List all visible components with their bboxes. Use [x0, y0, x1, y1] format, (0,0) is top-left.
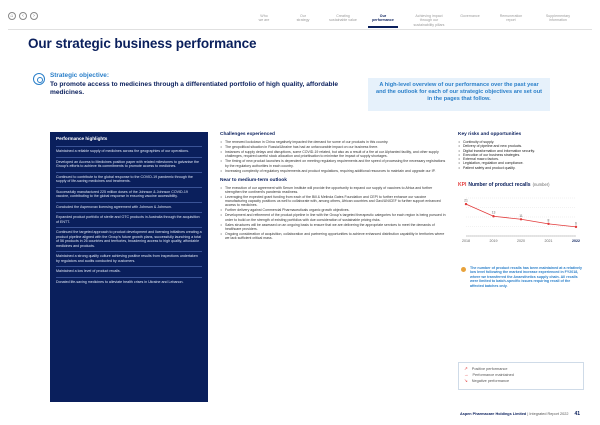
kpi-badge: KPI [458, 182, 467, 189]
risk-item: • Execution of our business strategies. [458, 153, 584, 157]
objective-text: To promote access to medicines through a differentiated portfolio of high quality, affordable medicines. [50, 81, 339, 97]
trend-arrow-icon: ↘ [464, 378, 468, 383]
risk-item: • Legislation, regulation and compliance. [458, 161, 584, 165]
risks-title: Key risks and opportunities [458, 132, 522, 137]
kpi-heading [458, 182, 584, 188]
x-tick-label: 2018 [462, 239, 470, 244]
challenges-item: • Instances of supply delays and disruptions, some COVID-19 related, but also as a result of a fire at our Alphanted facility, and other supply challenges, required careful stock allocation and prioritisation to minimise the impact of supply shortages. [220, 150, 446, 159]
legend-label: Performance maintained [472, 373, 514, 377]
data-label: 6 [575, 221, 577, 226]
page-title: Our strategic business performance [28, 36, 257, 51]
x-tick-label: 2021 [544, 239, 553, 244]
legend-label: Positive performance [471, 367, 508, 371]
highlights-title: Performance highlights [56, 136, 108, 141]
challenges-title: Challenges experienced [220, 132, 275, 137]
outlook-item: • Development and refinement of the product pipeline in line with the Group's targeted therapeutic categories for each region is being pursued in order to build on the strength of existing portfolios with due consideration of sustainable pricing risks. [220, 213, 446, 222]
legend-label: Negative performance [471, 379, 510, 383]
highlight-item: Continued the targeted approach to product development and licensing initiatives creating a product pipeline aligned with the Group's future growth plans, successfully launching a total of 56 products in 26 countries and territories, broadening access to high quality, affordable medicines and products. [56, 227, 202, 251]
highlight-item: Expanded product portfolio of sterile and OTC products in Australia through the acquisition of ENTT. [56, 212, 202, 227]
nav-tab[interactable]: Our performance [368, 14, 398, 23]
footer-text [460, 412, 568, 416]
outlook-item: • The execution of our agreement with Serum Institute will provide the opportunity to expand our supply of vaccines to Africa and further strengthen the continent's pandemic readiness. [220, 186, 446, 195]
highlights-list [56, 146, 202, 287]
risks-list [458, 140, 584, 170]
challenges-list [220, 140, 446, 173]
highlight-item: Maintained a low level of product recalls. [56, 266, 202, 277]
outlook-item: • Ongoing consideration of acquisition, collaboration and partnering opportunities to achieve enhanced distribution capability in territories where we lack sufficient critical mass. [220, 232, 446, 241]
data-label: 8 [547, 218, 550, 223]
info-icon [461, 267, 466, 272]
objective-label: Strategic objective: [50, 72, 109, 79]
nav-icons [8, 12, 38, 20]
risk-item: • Delivery of pipeline and new products. [458, 144, 584, 148]
product-recalls-chart [458, 192, 584, 247]
outlook-title: Near to medium-term outlook [220, 177, 287, 183]
nav-tab[interactable]: Supplementary information [545, 14, 571, 23]
x-tick-label: 2022 [572, 239, 580, 244]
footer-report: Integrated Report 2022 [529, 412, 569, 416]
challenges-item: • The renewed lockdown in China negatively impacted the demand for some of our products in this country. [220, 140, 446, 144]
performance-highlights-panel [50, 132, 208, 402]
kpi-note-text: The number of product recalls has been maintained at a relatively low level following the marked increase experienced in FY2018, where we transferred the Anaesthetics supply chain. All recalls were limited to batch-specific issues requiring recall of the affected batches only. [470, 266, 583, 288]
data-point [575, 226, 577, 228]
outlook-item: • Further delivery against Commercial Pharmaceuticals organic growth objectives. [220, 208, 446, 212]
highlight-item: Donated life-saving medicines to alleviate health crises in Ukraine and Lebanon. [56, 277, 202, 288]
data-label: 21 [464, 198, 468, 203]
nav-tab[interactable]: Creating sustainable value [329, 14, 357, 23]
highlight-item: Concluded the Aspenovax licensing agreement with Johnson & Johnson. [56, 202, 202, 213]
x-tick-label: 2020 [517, 239, 525, 244]
kpi-note [458, 266, 584, 288]
outlook-item: • Leveraging the expected grant funding from each of the Bill & Melinda Gates Foundation and CEPI to further enhance our vaccine manufacturing capacity positions us well to collaborate with, among others, African countries and Gavi/UNICEF to further support enhanced access to medicines. [220, 195, 446, 208]
target-icon [33, 73, 45, 85]
data-label: 11 [519, 213, 523, 218]
trend-arrow-icon: ↗ [464, 366, 468, 371]
risk-item: • Digital transformation and information security. [458, 149, 584, 153]
data-label: 13 [491, 210, 496, 215]
x-tick-label: 2019 [489, 239, 498, 244]
outlook-item: • Sales structures will be assessed on an ongoing basis to ensure that we are delivering the appropriate services to meet the demands of healthcare providers. [220, 223, 446, 232]
data-point [547, 223, 549, 225]
home-icon[interactable]: ⌂ [8, 12, 16, 20]
kpi-title: Number of product recalls [468, 182, 531, 189]
footer-company: Aspen Pharmacare Holdings Limited [460, 412, 527, 416]
nav-divider [8, 29, 592, 30]
highlight-item: Maintained a reliable supply of medicines across the geographies of our operations. [56, 146, 202, 157]
nav-tab[interactable]: Achieving impact through our sustainability pillars [413, 14, 445, 27]
risk-item: • Continuity of supply. [458, 140, 584, 144]
data-point [520, 218, 522, 220]
legend-item [464, 378, 578, 384]
trend-arrow-icon: → [464, 372, 469, 377]
risks-kpi-column [458, 132, 584, 288]
data-point [492, 215, 494, 217]
top-navigation [0, 0, 600, 30]
nav-tab[interactable]: Remuneration report [499, 14, 523, 23]
highlight-item: Maintained a strong quality culture achieving positive results from inspections undertaken by regulators and audits conducted by customers. [56, 251, 202, 266]
challenges-item: • The timing of new product launches is dependent on meeting regulatory requirements and the speed of processing the necessary registrations by the regulatory authorities in each country. [220, 159, 446, 168]
nav-tab[interactable]: Our strategy [296, 14, 310, 23]
performance-legend [458, 362, 584, 390]
risk-item: • Patient safety and product quality. [458, 166, 584, 170]
outlook-list [220, 186, 446, 241]
forward-icon[interactable]: › [30, 12, 38, 20]
highlight-item: Successfully manufactured 225 million doses of the Johnson & Johnson COVID-19 vaccine, contributing to the global response in ensuring vaccine accessibility. [56, 187, 202, 202]
nav-tab[interactable]: Who we are [258, 14, 270, 23]
challenges-item: • Increasing complexity of regulatory requirements and product regulations, requiring additional resources to maintain and upgrade our IP. [220, 169, 446, 173]
kpi-unit: (number) [532, 182, 550, 188]
nav-tab[interactable]: Governance [460, 14, 480, 18]
challenges-item: • The geopolitical situation in Russia/Ukraine has had an unfavourable impact on our business there. [220, 145, 446, 149]
highlight-item: Continued to contribute to the global response to the COVID-19 pandemic through the supply of life-saving medicines and treatments. [56, 172, 202, 187]
risk-item: • External macro factors. [458, 157, 584, 161]
footer-separator: | [527, 412, 530, 416]
back-icon[interactable]: ‹ [19, 12, 27, 20]
highlight-item: Developed an Access to Medicines position paper with related milestones to galvanise the Group's efforts to achieve its commitments to promote access to medicines. [56, 157, 202, 172]
page-number: 41 [574, 411, 580, 417]
page-footer [460, 411, 580, 417]
challenges-outlook-column [220, 132, 446, 241]
data-point [465, 203, 467, 205]
overview-callout: A high-level overview of our performance over the past year and the outlook for each of our strategic objectives are set out in the pages that follow. [368, 78, 550, 111]
strategic-objective [50, 72, 350, 97]
